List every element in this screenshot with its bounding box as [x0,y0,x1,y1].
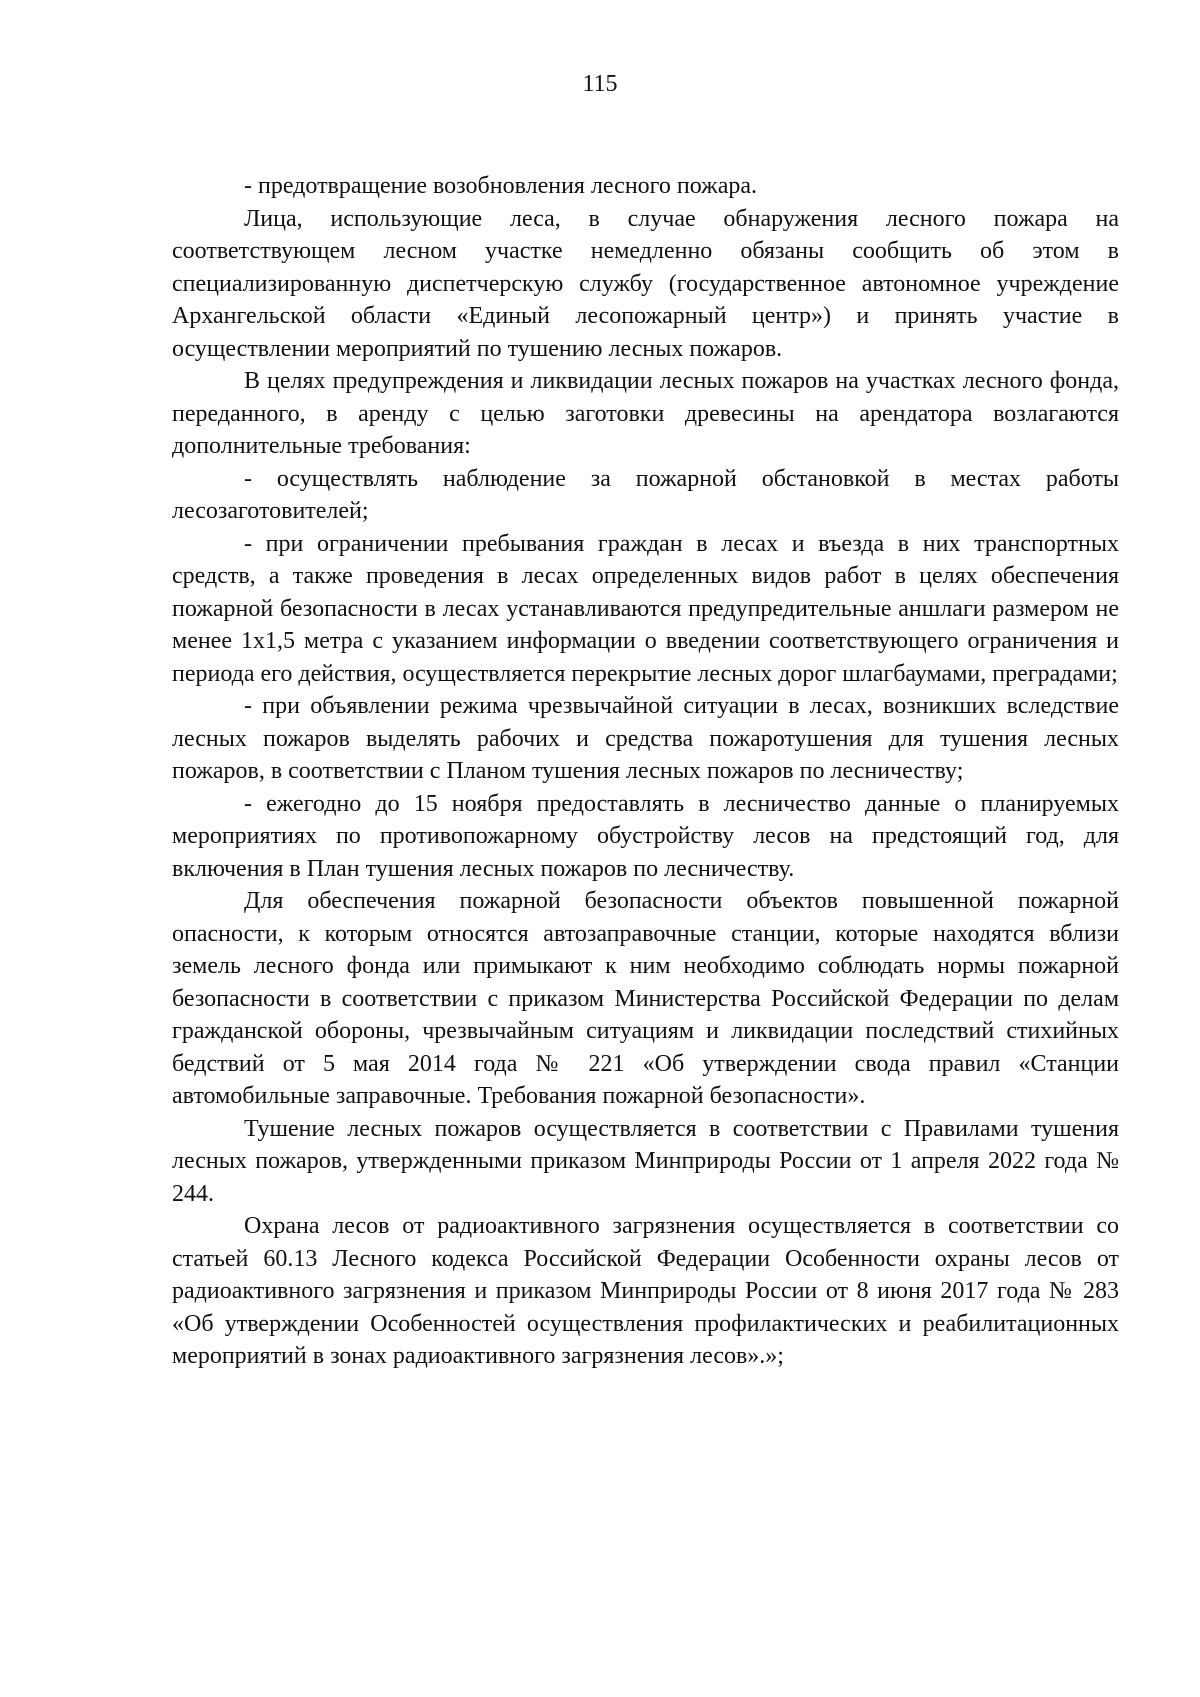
document-body [172,170,1119,1373]
paragraph-fire-suppression-rules: Тушение лесных пожаров осуществляется в соответствии с Правилами тушения лесных пожаров, утвержденными приказом Минприроды России от 1 апреля 2022 года № 244. [172,1115,1119,1207]
bullet-emergency-resources: - при объявлении режима чрезвычайной ситуации в лесах, возникших вследствие лесных пожаров выделять рабочих и средства пожаротушения для тушения лесных пожаров, в соответствии с Планом тушения лесных пожаров по лесничеству; [172,693,1119,784]
page-number: 115 [582,71,618,97]
bullet-annual-report: - ежегодно до 15 ноября предоставлять в лесничество данные о планируемых мероприятиях по противопожарному обустройству лесов на предстоящий год, для включения в План тушения лесных пожаров по лесничеству. [172,790,1119,882]
bullet-fire-monitoring: - осуществлять наблюдение за пожарной обстановкой в местах работы лесозаготовителей; [172,465,1119,524]
bullet-prevent-renewal: - предотвращение возобновления лесного пожара. [244,173,758,199]
paragraph-radioactive-protection: Охрана лесов от радиоактивного загрязнения осуществляется в соответствии со статьей 60.13 Лесного кодекса Российской Федерации Особенности охраны лесов от радиоактивного загрязнения и приказом Минприроды России от 8 июня 2017 года № 283 «Об утверждении Особенностей осуществления профилактических и реабилитационных мероприятий в зонах радиоактивного загрязнения лесов».»; [172,1213,1119,1369]
paragraph-lessee-requirements: В целях предупреждения и ликвидации лесных пожаров на участках лесного фонда, переданного, в аренду с целью заготовки древесины на арендатора возлагаются дополнительные требования: [172,368,1119,459]
bullet-access-restriction: - при ограничении пребывания граждан в лесах и въезда в них транспортных средств, а также проведения в лесах определенных видов работ в целях обеспечения пожарной безопасности в лесах устанавливаются предупредительные аншлаги размером не менее 1х1,5 метра с указанием информации о введении соответствующего ограничения и периода его действия, осуществляется перекрытие лесных дорог шлагбаумами, преградами; [172,530,1119,687]
paragraph-gas-stations: Для обеспечения пожарной безопасности объектов повышенной пожарной опасности, к которым относятся автозаправочные станции, которые находятся вблизи земель лесного фонда или примыкают к ним необходимо соблюдать нормы пожарной безопасности в соответствии с приказом Министерства Российской Федерации по делам гражданской обороны, чрезвычайным ситуациям и ликвидации последствий стихийных бедствий от 5 мая 2014 года № 221 «Об утверждении свода правил «Станции автомобильные заправочные. Требования пожарной безопасности». [172,888,1119,1109]
paragraph-forest-users-duty: Лица, использующие леса, в случае обнаружения лесного пожара на соответствующем лесном участке немедленно обязаны сообщить об этом в специализированную диспетчерскую службу (государственное автономное учреждение Архангельской области «Единый лесопожарный центр») и принять участие в осуществлении мероприятий по тушению лесных пожаров. [172,205,1119,362]
